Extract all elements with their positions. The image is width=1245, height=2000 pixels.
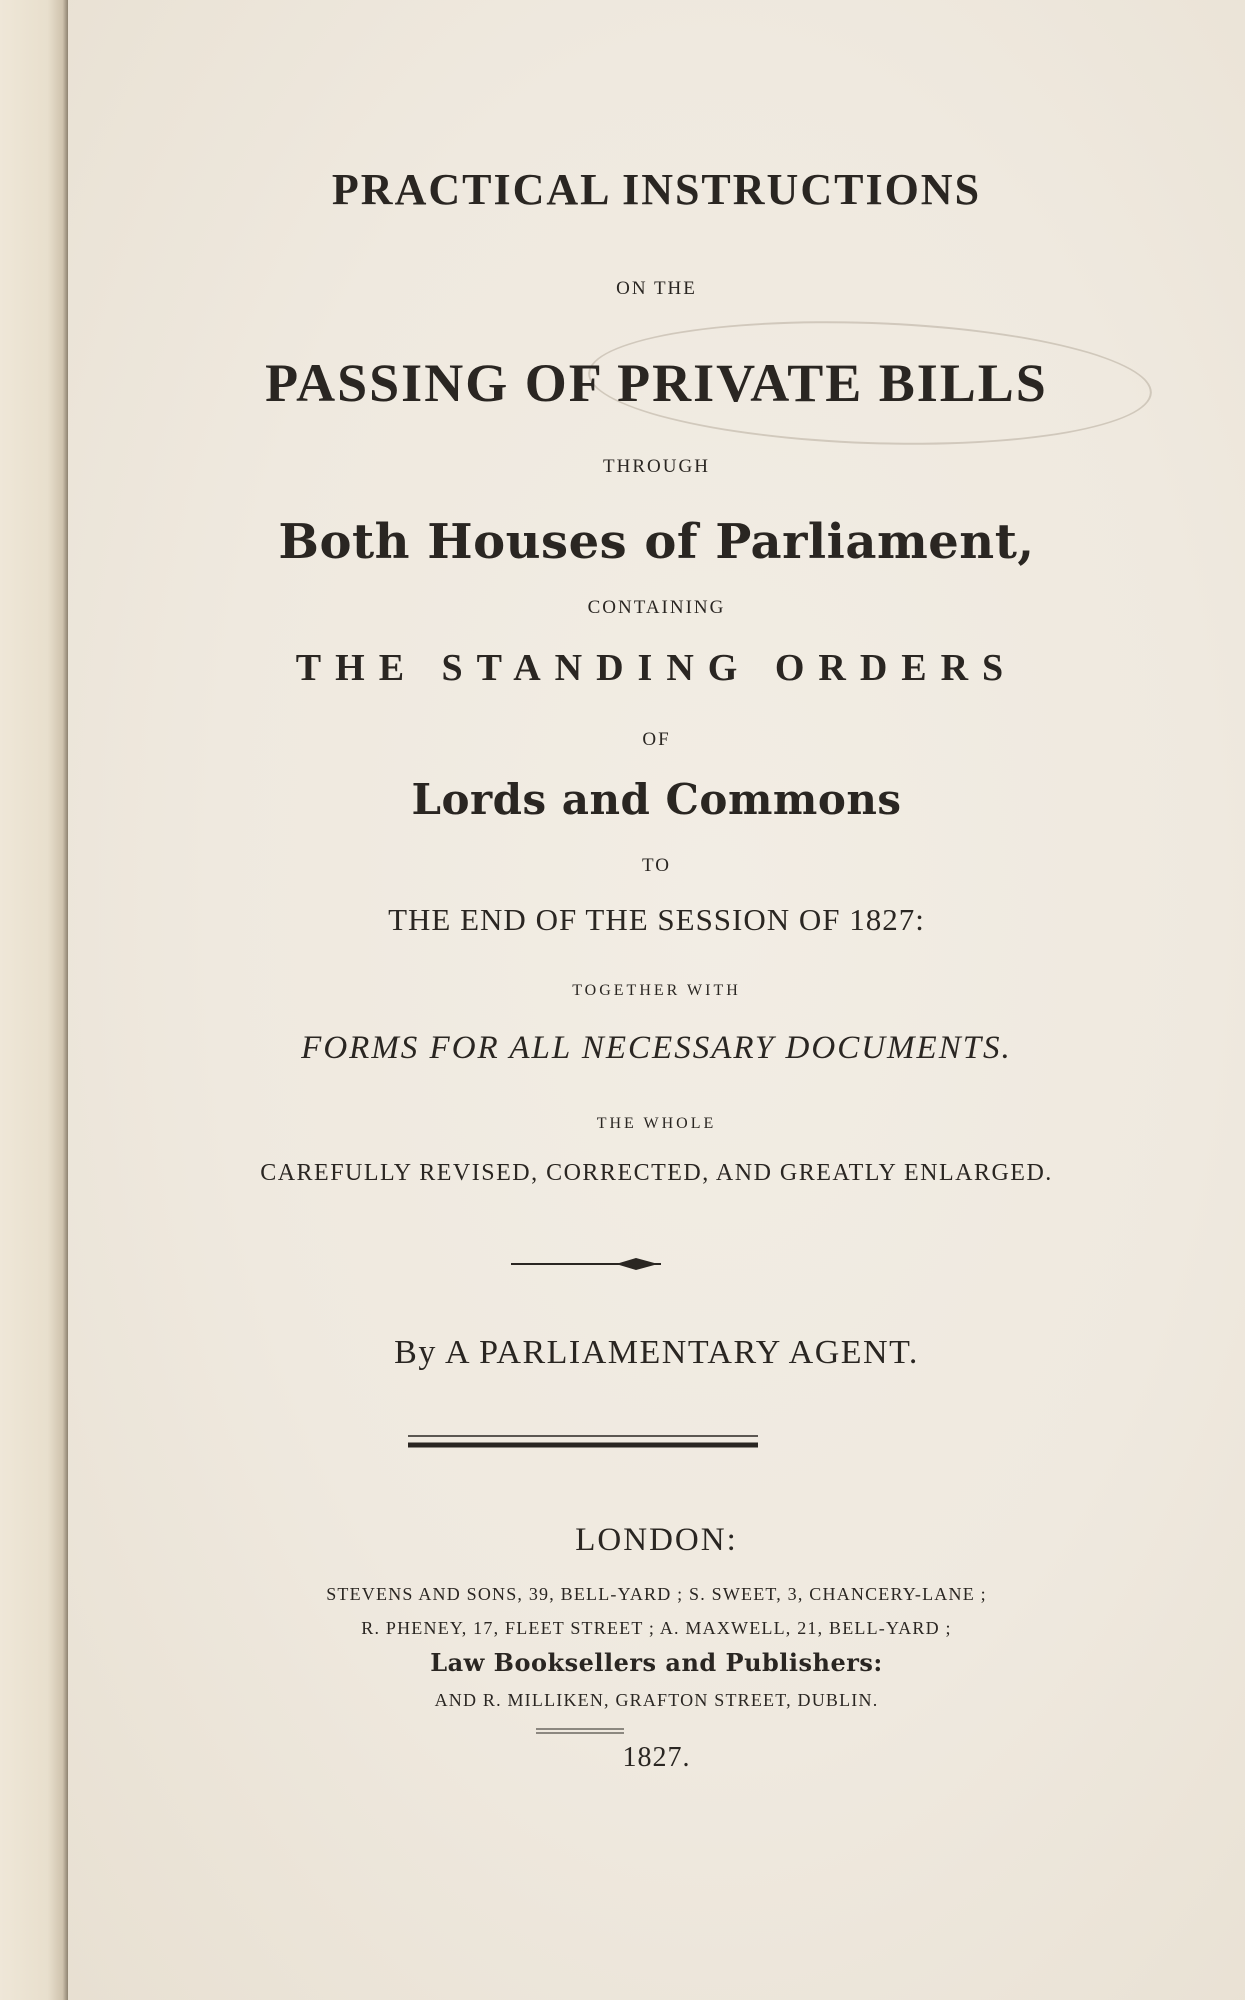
to-text: TO (642, 855, 671, 876)
publishers-line-2: R. PHENEY, 17, FLEET STREET ; A. MAXWELL, 21, BELL-YARD ; (361, 1618, 952, 1638)
forms-text: FORMS FOR ALL NECESSARY DOCUMENTS. (301, 1030, 1012, 1066)
title-line-2: PASSING OF PRIVATE BILLS (265, 353, 1048, 413)
together-with-text: TOGETHER WITH (572, 982, 741, 999)
author-text: By A PARLIAMENTARY AGENT. (394, 1334, 919, 1371)
the-whole-text: THE WHOLE (596, 1115, 717, 1132)
year-text: 1827. (622, 1742, 691, 1773)
double-rule (68, 1430, 1245, 1454)
standing-orders-text: THE STANDING ORDERS (295, 647, 1018, 689)
end-of-session-text: THE END OF THE SESSION OF 1827: (388, 902, 925, 937)
publishers-line-4: AND R. MILLIKEN, GRAFTON STREET, DUBLIN. (434, 1690, 879, 1710)
containing-text: CONTAINING (587, 597, 726, 618)
short-double-rule (68, 1726, 1245, 1736)
on-the-text: ON THE (616, 278, 697, 299)
ornamental-rule (68, 1252, 1245, 1276)
title-page (68, 0, 1245, 2000)
place-text: LONDON: (575, 1522, 738, 1558)
ornament-diamond (616, 1258, 658, 1270)
book-gutter (0, 0, 68, 2000)
lords-commons-text: Lords and Commons (411, 775, 902, 824)
both-houses-text: Both Houses of Parliament, (278, 514, 1035, 570)
title-page-content (68, 0, 1245, 2000)
title-line-1: PRACTICAL INSTRUCTIONS (331, 165, 982, 214)
through-text: THROUGH (603, 456, 710, 477)
of-text: OF (642, 729, 671, 750)
publishers-line-3: Law Booksellers and Publishers: (430, 1648, 883, 1677)
publishers-line-1: STEVENS AND SONS, 39, BELL-YARD ; S. SWEET, 3, CHANCERY-LANE ; (326, 1584, 987, 1604)
revised-text: CAREFULLY REVISED, CORRECTED, AND GREATLY ENLARGED. (260, 1160, 1053, 1186)
